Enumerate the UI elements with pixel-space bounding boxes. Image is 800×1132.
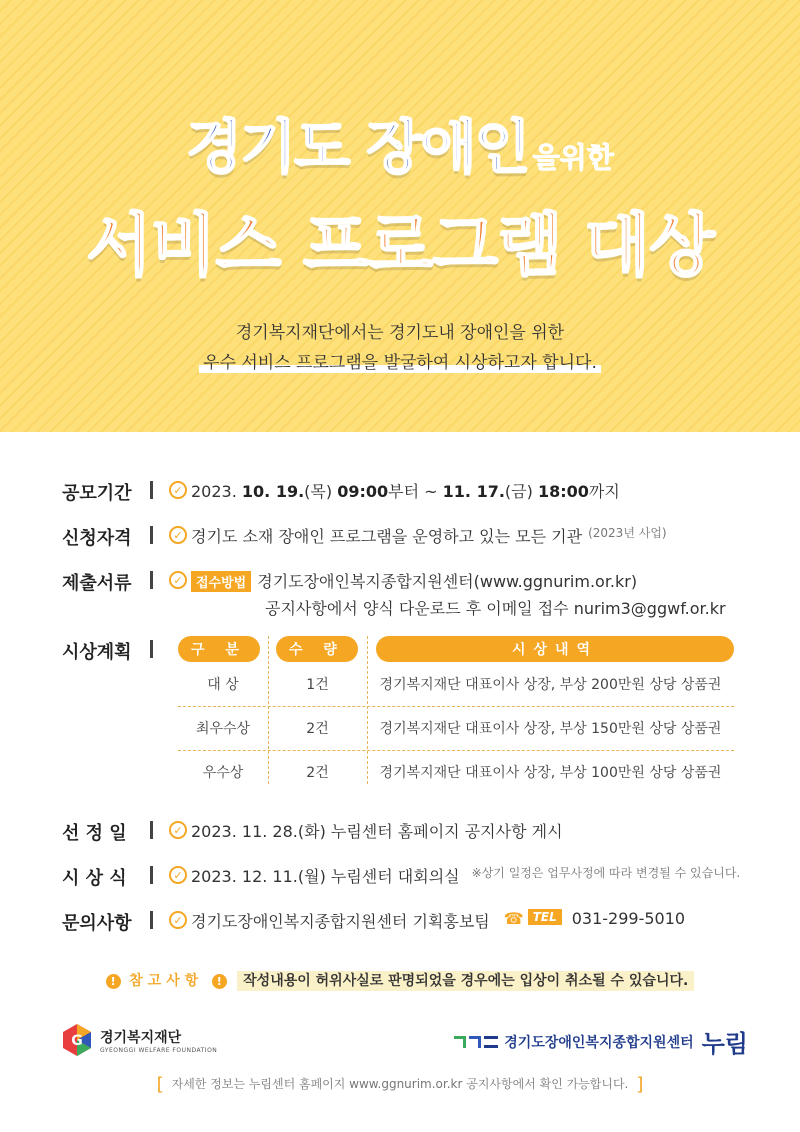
intro-text [0,318,800,378]
divider [150,526,153,544]
ceremony-label: 시 상 식 [62,868,127,889]
cell-detail: 경기복지재단 대표이사 상장, 부상 200만원 상당 상품권 [379,677,722,693]
check-icon: ✓ [169,911,187,929]
header-category: 구 분 [178,636,260,662]
foundation-logo [60,1023,217,1057]
notice-text: 작성내용이 허위사실로 판명되었을 경우에는 입상이 취소될 수 있습니다. [237,971,694,991]
eligibility-label: 신청자격 [62,528,132,549]
center-logo [454,1024,748,1059]
bracket-left: [ [156,1074,164,1095]
inquiry-text: 경기도장애인복지종합지원센터 기획홍보팀 [191,912,490,931]
title-main: 경기도 장애인 [186,113,529,181]
center-brand: 누림 [701,1029,748,1058]
inquiry-label: 문의사항 [62,913,132,934]
documents-label: 제출서류 [62,573,132,594]
cell-category: 대 상 [207,677,239,693]
check-icon: ✓ [169,526,187,544]
selection-label: 선 정 일 [62,823,127,844]
divider [150,571,153,589]
foundation-name: 경기복지재단 [100,1029,182,1046]
cell-count: 2건 [306,721,329,737]
divider [150,821,153,839]
title-line-1 [0,100,800,184]
center-name: 경기도장애인복지종합지원센터 [504,1034,694,1051]
bracket-right: ] [636,1074,644,1095]
row-selection [62,819,563,845]
method-tag: 접수방법 [191,571,251,592]
footer-text: 자세한 정보는 누림센터 홈페이지 www.ggnurim.or.kr 공지사항에서 확인 가능합니다. [171,1077,629,1091]
title-sub: 을위한 [532,141,614,174]
table-row [178,662,734,707]
divider [150,911,153,929]
ceremony-note: ※상기 일정은 업무사정에 따라 변경될 수 있습니다. [471,866,741,880]
divider [150,640,153,658]
check-icon: ✓ [169,481,187,499]
center-emblem-icon [454,1035,498,1049]
row-documents [62,569,726,619]
period-label: 공모기간 [62,483,132,504]
exclamation-icon: ! [106,974,121,989]
row-inquiry [62,909,685,935]
cell-detail: 경기복지재단 대표이사 상장, 부상 150만원 상당 상품권 [379,721,722,737]
tel-tag: TEL [528,909,562,925]
divider [150,866,153,884]
cell-category: 최우수상 [195,721,251,737]
header-detail: 시상내역 [376,636,734,662]
documents-line-2: 공지사항에서 양식 다운로드 후 이메일 접수 nurim3@ggwf.or.kr [265,599,726,618]
row-ceremony [62,864,740,890]
intro-line-2: 우수 서비스 프로그램을 발굴하여 시상하고자 합니다. [199,353,601,373]
svg-text:G: G [71,1033,83,1049]
eligibility-text: 경기도 소재 장애인 프로그램을 운영하고 있는 모든 기관 [191,527,583,546]
check-icon: ✓ [169,571,187,589]
phone-number: 031-299-5010 [571,909,686,928]
row-eligibility [62,524,667,550]
foundation-name-en: GYEONGGI WELFARE FOUNDATION [100,1046,218,1054]
cell-count: 1건 [306,677,329,693]
foundation-emblem-icon [60,1023,94,1057]
check-icon: ✓ [169,866,187,884]
table-row [178,706,734,751]
divider [150,481,153,499]
ceremony-text: 2023. 12. 11.(월) 누림센터 대회의실 [191,867,460,886]
notice-label: 참고사항 [129,973,204,989]
row-awards [62,638,169,664]
period-text: 2023. 10. 19.(목) 09:00부터 ~ 11. 17.(금) 18:00까지 [191,482,620,501]
documents-line-1: 경기도장애인복지종합지원센터(www.ggnurim.or.kr) [257,572,638,591]
cell-detail: 경기복지재단 대표이사 상장, 부상 100만원 상당 상품권 [379,765,722,781]
row-period [62,479,620,505]
phone-icon: ☎ [503,909,524,928]
exclamation-icon: ! [212,974,227,989]
hero-banner [0,0,800,432]
title-line-2: 서비스 프로그램 대상 [86,207,714,286]
notice-bar [0,970,800,990]
table-row [178,750,734,794]
selection-text: 2023. 11. 28.(화) 누림센터 홈페이지 공지사항 게시 [191,822,563,841]
eligibility-note: (2023년 사업) [588,526,667,540]
awards-label: 시상계획 [62,642,132,663]
cell-count: 2건 [306,765,329,781]
footer [0,1074,800,1095]
check-icon: ✓ [169,821,187,839]
header-count: 수 량 [276,636,358,662]
cell-category: 우수상 [202,765,244,781]
intro-line-1: 경기복지재단에서는 경기도내 장애인을 위한 [235,323,565,343]
documents-content [191,569,726,619]
